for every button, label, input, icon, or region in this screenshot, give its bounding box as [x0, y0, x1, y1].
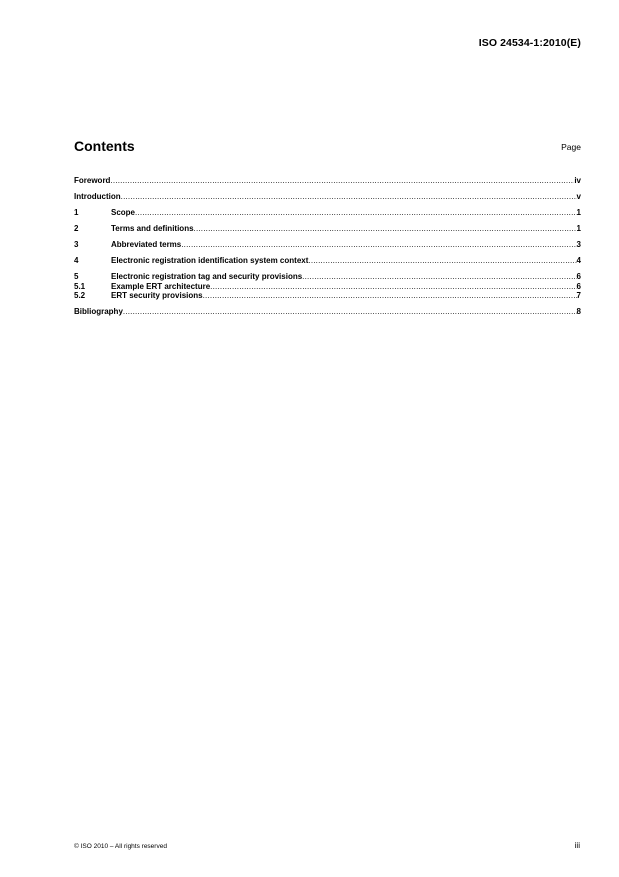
toc-entry-page: 3 — [576, 240, 581, 249]
toc-dot-leader — [135, 208, 577, 218]
toc-dot-leader — [210, 282, 576, 292]
toc-entry-page: 7 — [576, 291, 581, 300]
toc-dot-leader — [181, 240, 576, 250]
toc-group — [74, 272, 581, 301]
toc-dot-leader — [308, 256, 576, 266]
toc-entry-page: v — [576, 192, 581, 201]
toc-entry-number: 4 — [74, 256, 79, 265]
toc-entry-bibliography[interactable] — [74, 307, 581, 317]
toc-dot-leader — [121, 192, 577, 202]
toc-entry-title: Example ERT architecture — [111, 281, 211, 291]
toc-entry-number: 5.2 — [74, 291, 86, 300]
toc-dot-leader — [302, 272, 576, 282]
page-column-label: Page — [561, 142, 581, 152]
toc-group — [74, 192, 581, 202]
toc-entry-page: 8 — [576, 307, 581, 316]
toc-entry-title: ERT security provisions — [111, 291, 203, 300]
toc-dot-leader — [110, 176, 574, 186]
toc-entry-number: 2 — [74, 224, 79, 233]
toc-group — [74, 176, 581, 186]
toc-entry-terms-definitions[interactable] — [74, 224, 581, 234]
toc-entry-foreword[interactable] — [74, 176, 581, 186]
toc-entry-page: 1 — [576, 208, 581, 217]
toc-entry-title: Electronic registration tag and security provisions — [111, 272, 303, 281]
toc-entry-title: Terms and definitions — [111, 224, 194, 233]
toc-entry-page: iv — [574, 176, 581, 185]
toc-entry-page: 6 — [576, 272, 581, 281]
toc-entry-ert-security-provisions[interactable] — [74, 291, 581, 301]
toc-entry-title: Foreword — [74, 176, 111, 185]
toc-dot-leader — [123, 307, 577, 317]
toc-entry-title: Bibliography — [74, 307, 123, 316]
toc-entry-scope[interactable] — [74, 208, 581, 218]
document-id: ISO 24534-1:2010(E) — [478, 37, 581, 49]
page-number: iii — [574, 841, 580, 850]
contents-heading-row — [74, 138, 581, 158]
toc-entry-number: 5.1 — [74, 281, 86, 291]
toc-group — [74, 224, 581, 234]
toc-dot-leader — [194, 224, 577, 234]
toc-entry-ert-security[interactable] — [74, 272, 581, 282]
contents-title: Contents — [74, 138, 135, 154]
toc-entry-example-ert-architecture[interactable] — [74, 282, 581, 292]
toc-entry-title: Introduction — [74, 192, 121, 201]
toc-dot-leader — [203, 291, 577, 301]
toc-entry-page: 1 — [576, 224, 581, 233]
toc-entry-title: Scope — [111, 208, 136, 217]
toc-group — [74, 307, 581, 317]
toc-entry-title: Electronic registration identification system context — [111, 256, 309, 265]
toc-entry-number: 1 — [74, 208, 79, 217]
copyright-notice: © ISO 2010 – All rights reserved — [74, 843, 167, 850]
toc-group — [74, 256, 581, 266]
toc-entry-abbreviated-terms[interactable] — [74, 240, 581, 250]
toc-entry-number: 5 — [74, 272, 79, 281]
toc-entry-system-context[interactable] — [74, 256, 581, 266]
toc-entry-page: 6 — [576, 281, 581, 291]
toc-entry-title: Abbreviated terms — [111, 240, 182, 249]
toc-entry-introduction[interactable] — [74, 192, 581, 202]
table-of-contents — [74, 176, 581, 323]
toc-group — [74, 240, 581, 250]
toc-entry-page: 4 — [576, 256, 581, 265]
toc-entry-number: 3 — [74, 240, 79, 249]
toc-group — [74, 208, 581, 218]
